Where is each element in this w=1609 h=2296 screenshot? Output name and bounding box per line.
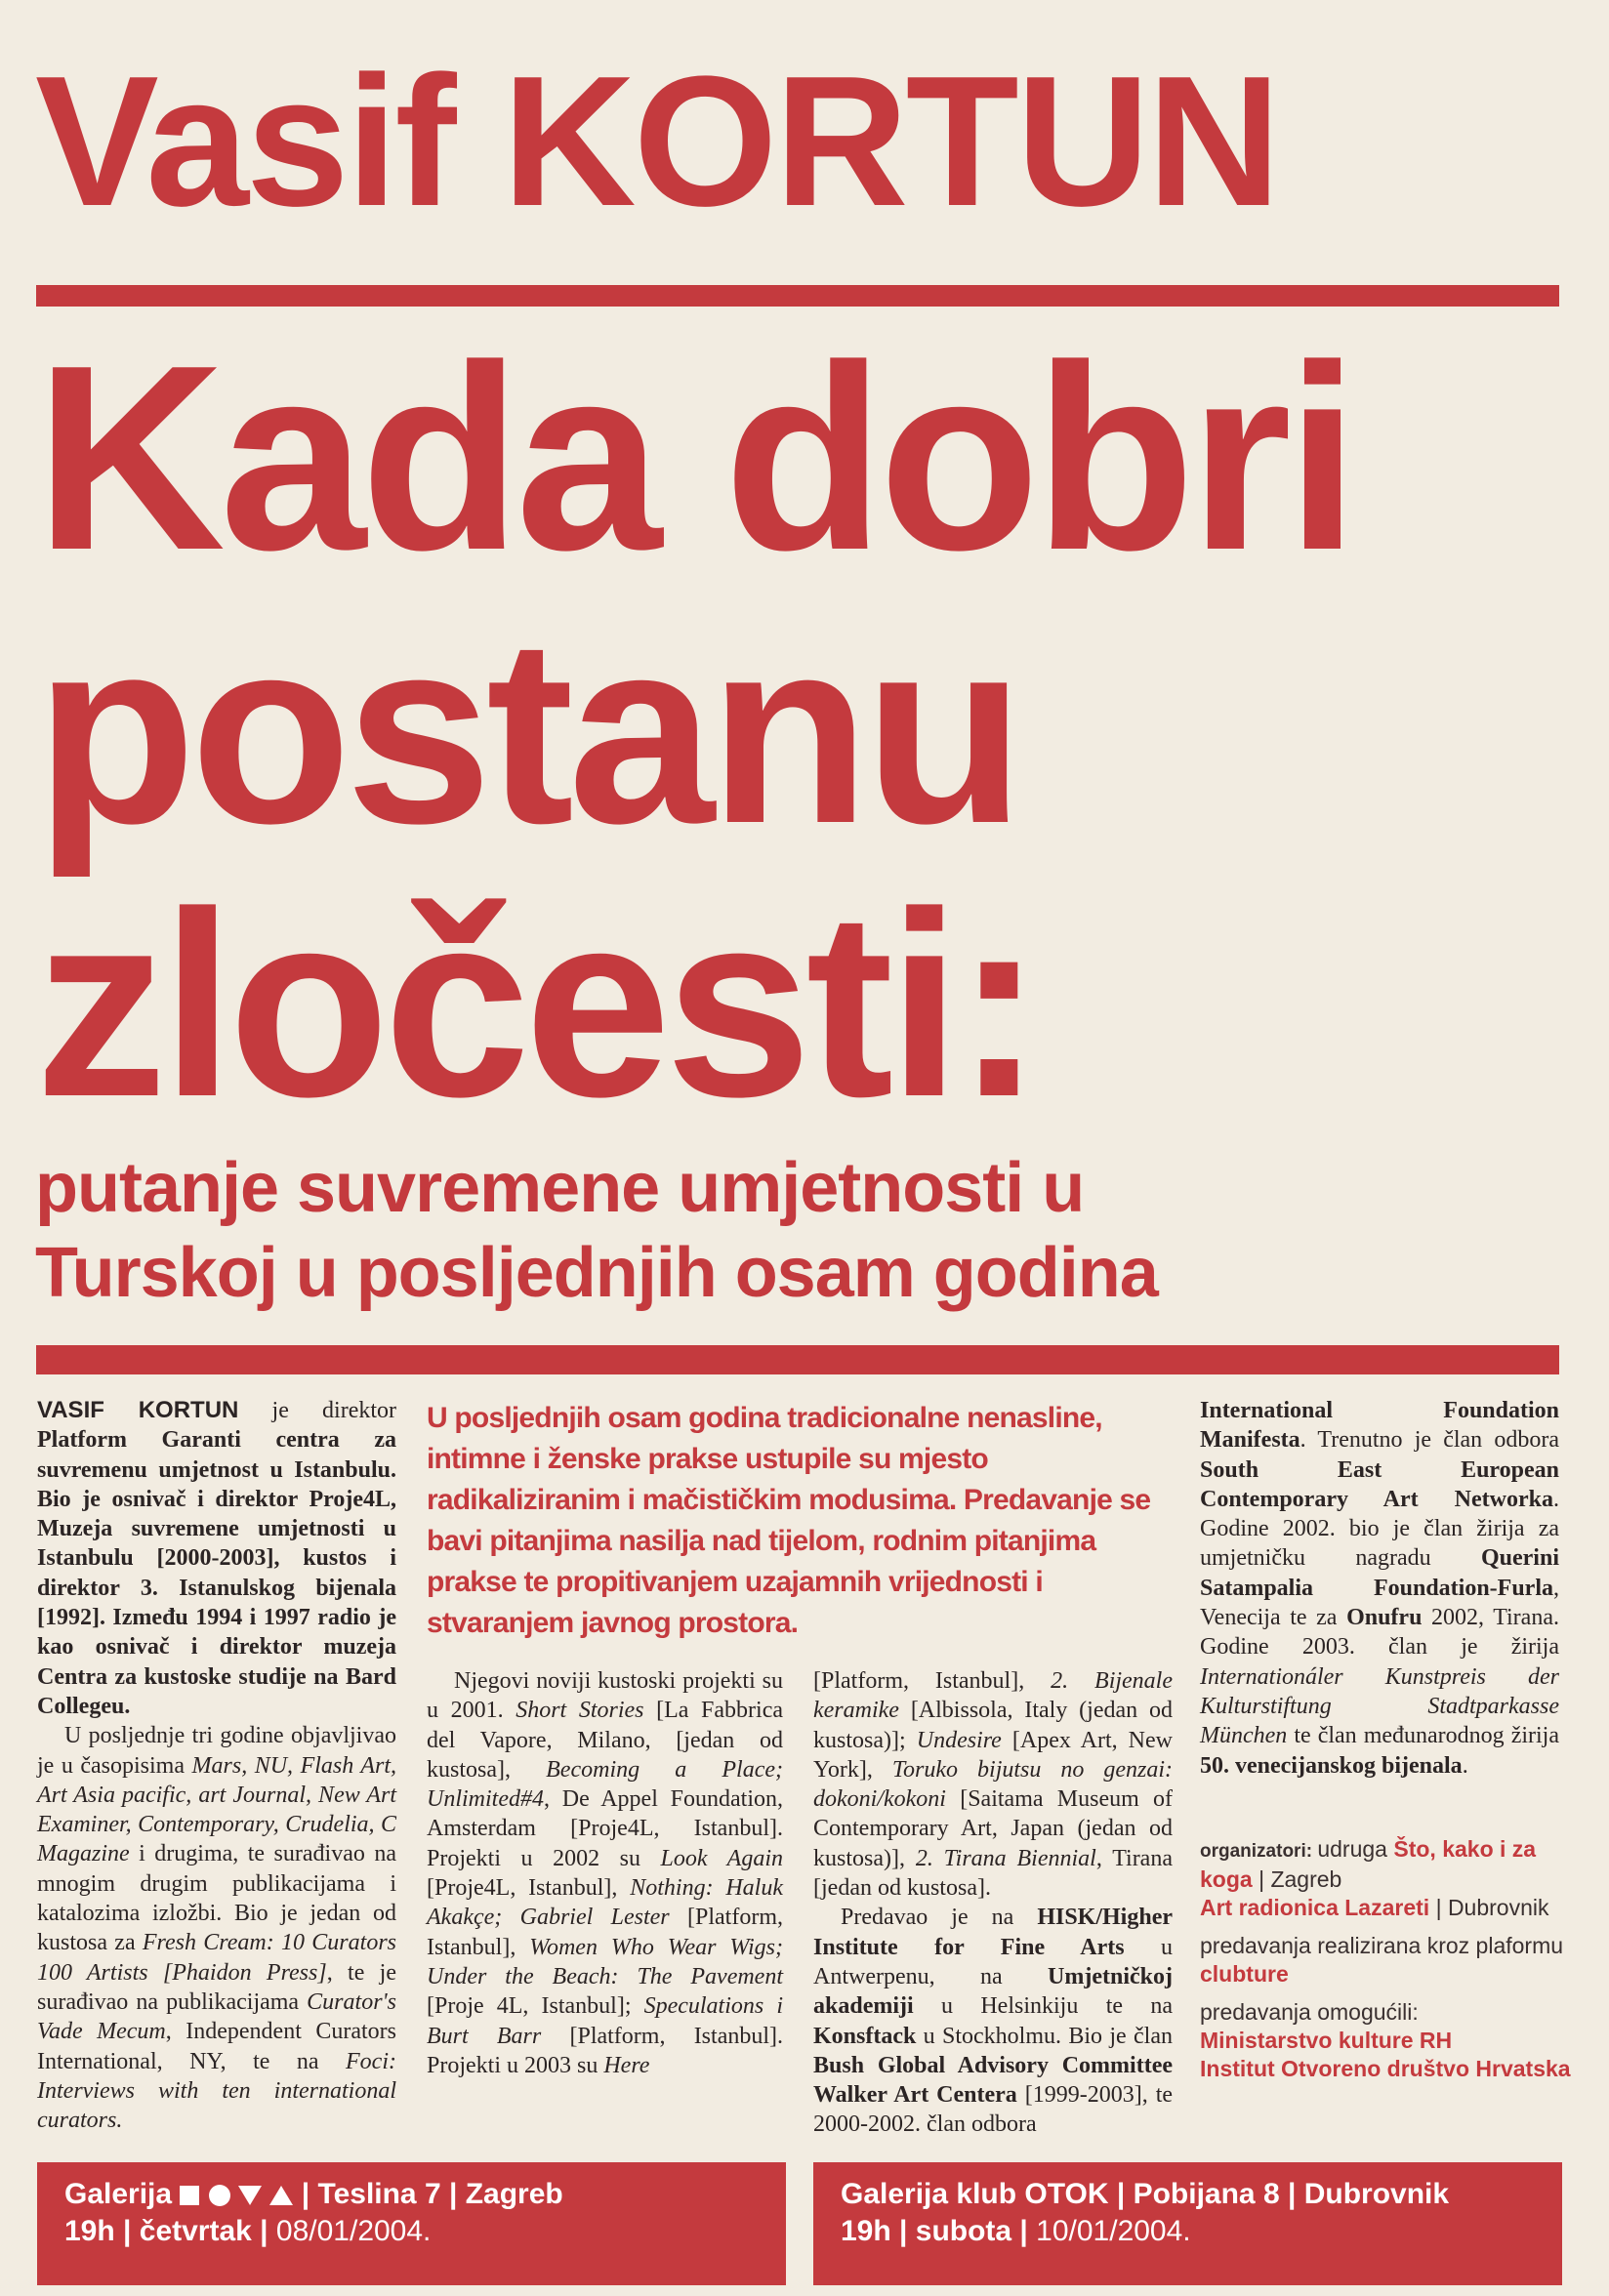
organizers-block xyxy=(1200,1835,1571,2093)
bio-paragraph-1: VASIF KORTUN je direktor Platform Garanti centra za suvremenu umjetnost u Istanbulu. Bio je osnivač i direktor Proje4L, Muzeja suvremene umjetnosti u Istanbulu [2000-2003], kustos i direktor 3. Istanulskog bijenala [1992]. Između 1994 i 1997 radio je kao osnivač i direktor muzeja Centra za kustoske studije na Bard Collegeu. xyxy=(37,1397,397,1719)
triangle-up-icon xyxy=(269,2186,293,2205)
bio-column-3 xyxy=(813,1666,1173,2140)
organizers-line-3: predavanja omogućili: Ministarstvo kulture RH Institut Otvoreno društvo Hrvatska xyxy=(1200,1999,1571,2081)
bio-paragraph-4-cont: International Foundation Manifesta. Trenutno je član odbora South East European Contemporary Art Networka. Godine 2002. bio je član žirija za umjetničku nagradu Querini Satampalia Foundation-Furla, Venecija te za Onufru 2002, Tirana. Godine 2003. član je žirija Internationáler Kunstpreis der Kulturstiftung Stadtparkasse München te član međunarodnog žirija 50. venecijanskog bijenala. xyxy=(1200,1398,1559,1779)
bio-column-2 xyxy=(427,1666,783,2080)
title-line-1: Kada dobri xyxy=(35,311,1354,605)
lead-paragraph: U posljednjih osam godina tradicionalne nenasline, intimne i ženske prakse ustupile su mjesto radikaliziranim i mačističkim modusima. Predavanje se bavi pitanjima nasilja nad tijelom, rodnim pitanjima prakse te propitivanjem uzajamnih vrijednosti i stvaranjem javnog prostora. xyxy=(427,1402,1151,1639)
organizers-line-1: organizatori: udruga Što, kako i za koga | Zagreb Art radionica Lazareti | Dubrovnik xyxy=(1200,1836,1549,1920)
subtitle-line-1: putanje suvremene umjetnosti u xyxy=(35,1149,1085,1227)
footer-dubrovnik xyxy=(813,2162,1562,2285)
footer-zagreb-line-1: Galerija | Teslina 7 | Zagreb xyxy=(64,2178,563,2210)
bio-paragraph-3: Njegovi noviji kustoski projekti su u 2001. Short Stories [La Fabbrica del Vapore, Milano, [jedan od kustosa], Becoming a Place; Unlimited#4, De Appel Foundation, Amsterdam [Proje4L, Istanbul]. Projekti u 2002 su Look Again [Proje4L, Istanbul], Nothing: Haluk Akakçe; Gabriel Lester [Platform, Istanbul], Women Who Wear Wigs; Under the Beach: The Pavement [Proje 4L, Istanbul]; Speculations i Burt Barr [Platform, Istanbul]. Projekti u 2003 su Here xyxy=(427,1668,784,2078)
triangle-down-icon xyxy=(238,2186,262,2205)
bio-paragraph-4: Predavao je na HISK/Higher Institute for Fine Arts u Antwerpenu, na Umjetničkoj akademiji u Helsinkiju te na Konsftack u Stockholmu. Bio je član Bush Global Advisory Committee Walker Art Centera [1999-2003], te 2000-2002. član odbora xyxy=(813,1905,1174,2138)
bio-name: VASIF KORTUN xyxy=(37,1397,239,1423)
author-name: Vasif KORTUN xyxy=(35,38,1279,245)
title-line-2: postanu xyxy=(35,585,1019,879)
footer-zagreb-line-2: 19h | četvrtak | 08/01/2004. xyxy=(64,2215,432,2247)
circle-icon xyxy=(209,2185,230,2206)
footer-dubrovnik-line-1: Galerija klub OTOK | Pobijana 8 | Dubrovnik xyxy=(841,2178,1450,2210)
headline-rule-top xyxy=(36,285,1559,307)
footer-zagreb xyxy=(37,2162,786,2285)
bio-paragraph-3-cont: [Platform, Istanbul], 2. Bijenale keramike [Albissola, Italy (jedan od kustosa)]; Undesire [Apex Art, New York], Toruko bijutsu no genzai: dokoni/kokoni [Saitama Museum of Contemporary Art, Japan (jedan od kustosa)], 2. Tirana Biennial, Tirana [jedan od kustosa]. xyxy=(813,1668,1174,1902)
headline-rule-bottom xyxy=(36,1345,1559,1374)
subtitle-line-2: Turskoj u posljednjih osam godina xyxy=(35,1234,1158,1312)
organizers-line-2: predavanja realizirana kroz plaformu clubture xyxy=(1200,1933,1564,1987)
footer-dubrovnik-line-2: 19h | subota | 10/01/2004. xyxy=(841,2215,1191,2247)
bio-column-4 xyxy=(1200,1396,1559,1781)
title-line-3: zločesti: xyxy=(35,858,1038,1152)
bio-column-1 xyxy=(37,1396,396,2135)
square-icon xyxy=(180,2186,199,2205)
bio-paragraph-2: U posljednje tri godine objavljivao je u časopisima Mars, NU, Flash Art, Art Asia pacific, art Journal, New Art Examiner, Contemporary, Crudelia, C Magazine i drugima, te surađivao na mnogim drugim publikacijama i katalozima izložbi. Bio je jedan od kustosa za Fresh Cream: 10 Curators 100 Artists [Phaidon Press], te je surađivao na publikacijama Curator's Vade Mecum, Independent Curators International, NY, te na Foci: Interviews with ten international curators. xyxy=(37,1723,397,2134)
